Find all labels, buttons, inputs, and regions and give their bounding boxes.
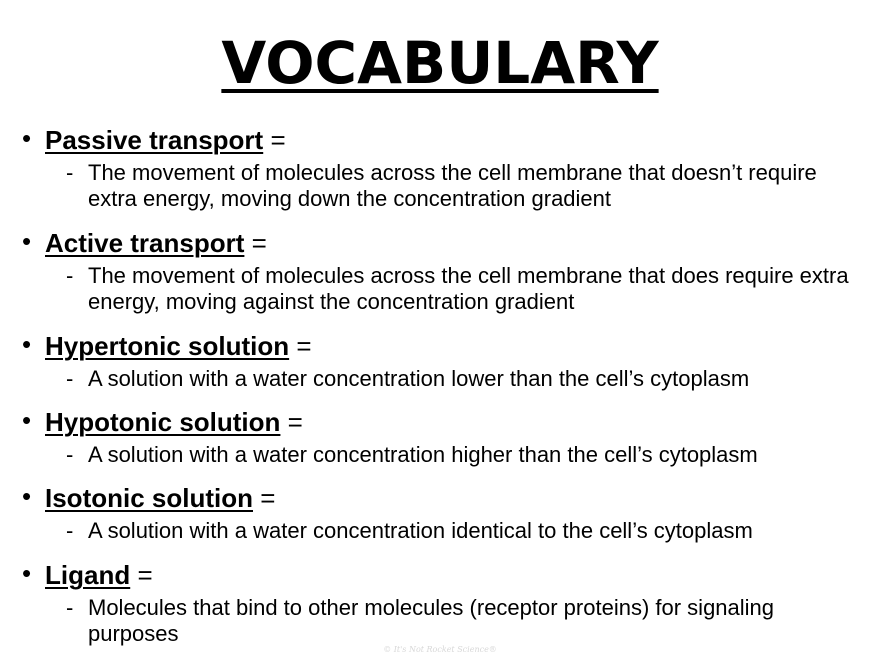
equals-sign: = xyxy=(253,483,276,513)
vocab-definition: Molecules that bind to other molecules (receptor proteins) for signaling purposes xyxy=(88,595,775,646)
page-title xyxy=(0,28,880,98)
equals-sign: = xyxy=(263,125,286,155)
bullet-icon: • xyxy=(22,558,32,588)
vocab-term: Hypotonic solution xyxy=(45,407,281,437)
equals-sign: = xyxy=(289,331,312,361)
dash-marker: - xyxy=(66,366,74,391)
equals-sign: = xyxy=(130,560,153,590)
vocab-definition: The movement of molecules across the cell membrane that doesn’t require extra energy, moving down the concentration gradient xyxy=(88,160,817,211)
vocab-definition: A solution with a water concentration lower than the cell’s cytoplasm xyxy=(88,366,750,391)
bullet-icon: • xyxy=(22,481,32,511)
bullet-icon: • xyxy=(22,123,32,153)
dash-marker: - xyxy=(66,595,74,620)
vocab-definition: A solution with a water concentration identical to the cell’s cytoplasm xyxy=(88,518,753,543)
vocab-item xyxy=(0,227,880,315)
vocab-item xyxy=(0,124,880,212)
title-text: VOCABULARY xyxy=(221,29,659,97)
equals-sign: = xyxy=(244,228,267,258)
vocab-term: Passive transport xyxy=(45,125,264,155)
equals-sign: = xyxy=(280,407,303,437)
vocab-term: Hypertonic solution xyxy=(45,331,290,361)
vocab-term: Ligand xyxy=(45,560,131,590)
dash-marker: - xyxy=(66,160,74,185)
bullet-icon: • xyxy=(22,226,32,256)
bullet-icon: • xyxy=(22,405,32,435)
vocab-item xyxy=(0,482,880,544)
vocab-item xyxy=(0,559,880,647)
watermark: © It's Not Rocket Science® xyxy=(383,645,497,654)
vocab-definition: The movement of molecules across the cell membrane that does require extra energy, moving against the concentration gradient xyxy=(88,263,849,314)
vocab-definition: A solution with a water concentration higher than the cell’s cytoplasm xyxy=(88,442,758,467)
dash-marker: - xyxy=(66,263,74,288)
vocab-item xyxy=(0,406,880,468)
vocab-term: Active transport xyxy=(45,228,245,258)
vocab-term: Isotonic solution xyxy=(45,483,253,513)
vocab-item xyxy=(0,330,880,392)
bullet-icon: • xyxy=(22,329,32,359)
dash-marker: - xyxy=(66,442,74,467)
dash-marker: - xyxy=(66,518,74,543)
